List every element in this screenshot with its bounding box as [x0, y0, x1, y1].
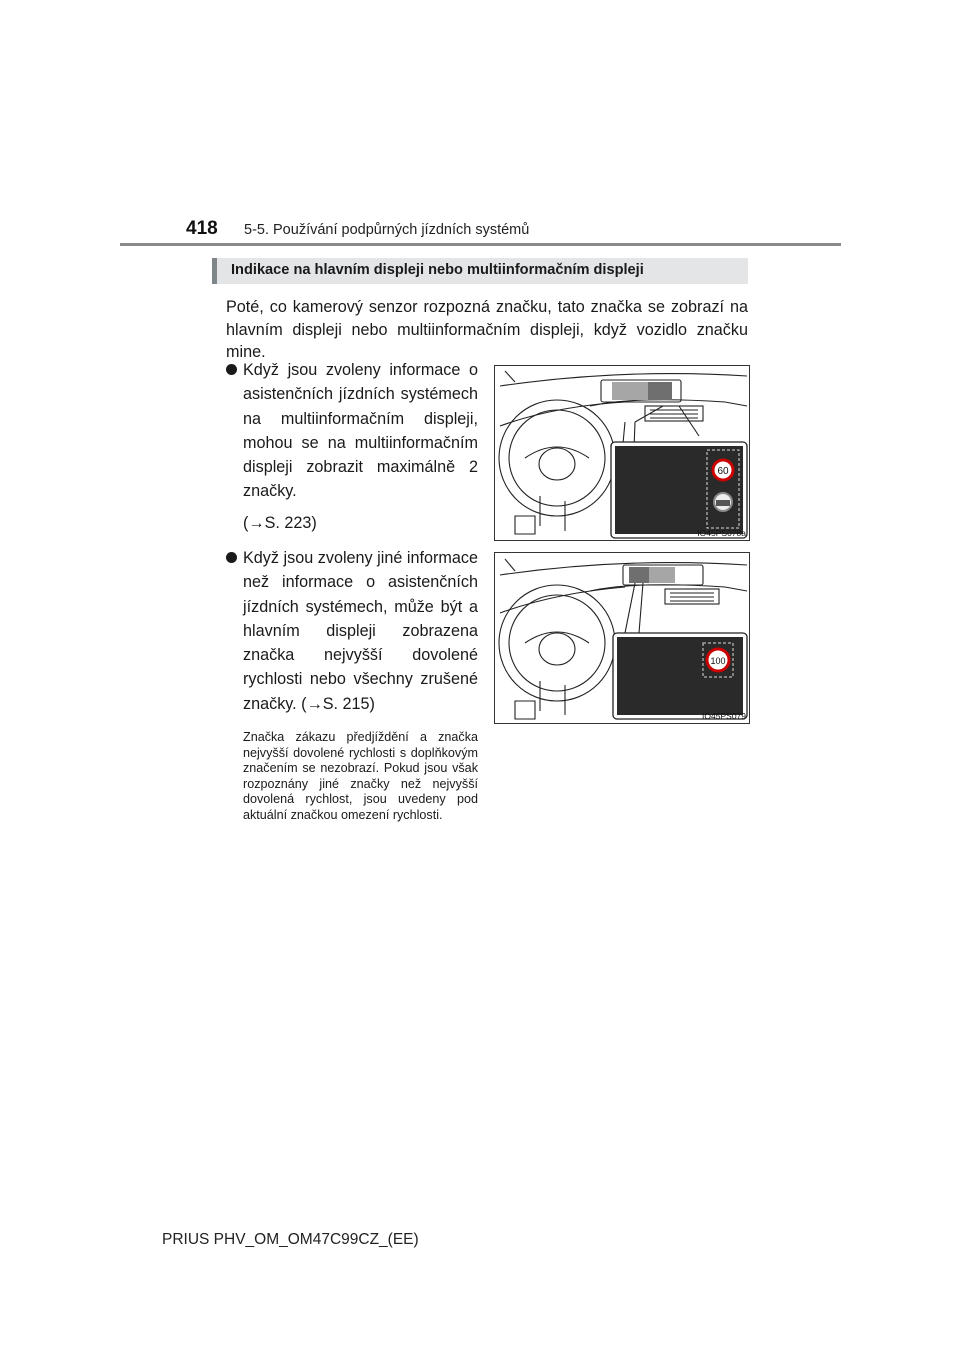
dashboard-figure-2 [495, 553, 749, 723]
dashboard-illustration-2 [494, 552, 750, 724]
header-divider [120, 243, 841, 246]
page-number: 418 [186, 218, 218, 239]
dashboard-figure-1 [495, 366, 749, 540]
speed-sign-60: 60 [717, 466, 729, 477]
figure-code: IO45PS078a [697, 528, 746, 538]
subsection-heading: Indikace na hlavním displeji nebo multiinformačním displeji [231, 262, 644, 278]
figure-code: IO45PS079 [702, 711, 746, 721]
bullet-dot-icon [226, 364, 237, 375]
bullet-text: Když jsou zvoleny jiné informace než informace o asistenčních jízdních systémech, může být a hlavním displeji zobrazena značka nejvyšší dovolené rychlosti nebo všechny zrušené značky. (→S. 215) [243, 549, 478, 713]
subsection-heading-bar [212, 258, 748, 284]
section-title: 5-5. Používání podpůrných jízdních systémů [244, 222, 530, 238]
intro-paragraph: Poté, co kamerový senzor rozpozná značku, tato značka se zobrazí na hlavním displeji nebo multiinformačním displeji, když vozidlo značku mine. [226, 298, 748, 361]
footer-document-id: PRIUS PHV_OM_OM47C99CZ_(EE) [162, 1231, 419, 1248]
speed-sign-100: 100 [710, 656, 726, 666]
dashboard-illustration-1 [494, 365, 750, 541]
page-reference: (→S. 223) [243, 513, 317, 532]
bullet-note: Značka zákazu předjíždění a značka nejvyšší dovolené rychlosti s doplňkovým značením se nezobrazí. Pokud jsou však rozpoznány jiné značky než nejvyšší dovolená rychlost, jsou uvedeny pod aktuální značkou omezení rychlosti. [243, 730, 478, 823]
bullet-item-1 [226, 358, 478, 535]
bullet-item-2 [226, 546, 478, 824]
bullet-text: Když jsou zvoleny informace o asistenčních jízdních systémech na multiinformačním displeji, mohou se na multiinformačním displeji zobrazit maximálně 2 značky. [243, 361, 478, 501]
bullet-dot-icon [226, 552, 237, 563]
